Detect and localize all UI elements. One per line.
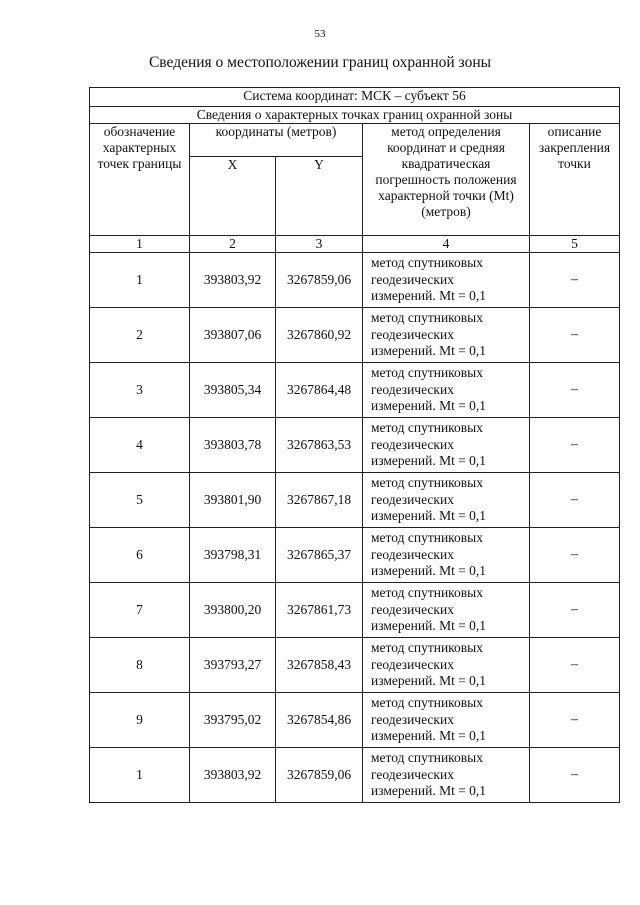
method-line: измерений. Mt = 0,1 bbox=[371, 288, 487, 303]
table-row bbox=[90, 253, 620, 308]
method-cell bbox=[363, 693, 530, 748]
page-title: Сведения о местоположении границ охранной зоны bbox=[148, 54, 492, 71]
column-number: 5 bbox=[530, 236, 620, 253]
method-line: геодезических bbox=[371, 711, 454, 727]
coord-y: 3267861,73 bbox=[276, 583, 363, 638]
point-number: 6 bbox=[90, 528, 190, 583]
fixing-description: – bbox=[530, 308, 620, 363]
method-line: метод спутниковых bbox=[371, 750, 483, 765]
method-line: метод спутниковых bbox=[371, 585, 483, 600]
header-x: X bbox=[190, 157, 276, 236]
coord-y: 3267867,18 bbox=[276, 473, 363, 528]
coord-x: 393793,27 bbox=[190, 638, 276, 693]
method-cell bbox=[363, 583, 530, 638]
method-line: геодезических bbox=[371, 271, 454, 287]
coord-x: 393803,78 bbox=[190, 418, 276, 473]
column-number: 1 bbox=[90, 236, 190, 253]
table-row bbox=[90, 583, 620, 638]
fixing-description: – bbox=[530, 748, 620, 803]
point-number: 8 bbox=[90, 638, 190, 693]
method-cell bbox=[363, 638, 530, 693]
method-cell bbox=[363, 253, 530, 308]
method-line: метод спутниковых bbox=[371, 695, 483, 710]
point-number: 1 bbox=[90, 748, 190, 803]
coord-x: 393801,90 bbox=[190, 473, 276, 528]
method-line: измерений. Mt = 0,1 bbox=[371, 563, 487, 578]
point-number: 4 bbox=[90, 418, 190, 473]
method-line: геодезических bbox=[371, 601, 454, 617]
header-point: обозначение характерных точек границы bbox=[90, 124, 190, 236]
coord-y: 3267859,06 bbox=[276, 748, 363, 803]
method-cell bbox=[363, 528, 530, 583]
coord-x: 393800,20 bbox=[190, 583, 276, 638]
point-number: 7 bbox=[90, 583, 190, 638]
column-number: 4 bbox=[363, 236, 530, 253]
table-subtitle: Сведения о характерных точках границ охранной зоны bbox=[90, 107, 620, 124]
point-number: 5 bbox=[90, 473, 190, 528]
method-line: метод спутниковых bbox=[371, 420, 483, 435]
fixing-description: – bbox=[530, 253, 620, 308]
column-number: 3 bbox=[276, 236, 363, 253]
coord-y: 3267859,06 bbox=[276, 253, 363, 308]
method-line: метод спутниковых bbox=[371, 475, 483, 490]
header-method: метод определения координат и средняя квадратическая погрешность положения характерной точки (Mt) (метров) bbox=[363, 124, 530, 236]
method-line: метод спутниковых bbox=[371, 310, 483, 325]
method-line: измерений. Mt = 0,1 bbox=[371, 728, 487, 743]
table-subtitle-row bbox=[90, 107, 620, 124]
fixing-description: – bbox=[530, 638, 620, 693]
table-row bbox=[90, 528, 620, 583]
method-line: измерений. Mt = 0,1 bbox=[371, 453, 487, 468]
coord-x: 393803,92 bbox=[190, 748, 276, 803]
method-line: геодезических bbox=[371, 766, 454, 782]
header-row bbox=[90, 124, 620, 157]
coord-y: 3267863,53 bbox=[276, 418, 363, 473]
coordinate-system-row bbox=[90, 88, 620, 107]
header-description: описание закрепления точки bbox=[530, 124, 620, 236]
table-row bbox=[90, 473, 620, 528]
method-line: измерений. Mt = 0,1 bbox=[371, 508, 487, 523]
point-number: 3 bbox=[90, 363, 190, 418]
table-row bbox=[90, 693, 620, 748]
method-cell bbox=[363, 418, 530, 473]
fixing-description: – bbox=[530, 693, 620, 748]
method-line: измерений. Mt = 0,1 bbox=[371, 398, 487, 413]
method-line: метод спутниковых bbox=[371, 255, 483, 270]
table-row bbox=[90, 308, 620, 363]
coord-y: 3267860,92 bbox=[276, 308, 363, 363]
coord-y: 3267865,37 bbox=[276, 528, 363, 583]
coord-x: 393798,31 bbox=[190, 528, 276, 583]
method-line: геодезических bbox=[371, 326, 454, 342]
point-number: 9 bbox=[90, 693, 190, 748]
coord-x: 393805,34 bbox=[190, 363, 276, 418]
fixing-description: – bbox=[530, 583, 620, 638]
method-line: метод спутниковых bbox=[371, 640, 483, 655]
fixing-description: – bbox=[530, 418, 620, 473]
coordinate-system: Система координат: МСК – субъект 56 bbox=[90, 88, 620, 107]
header-coordinates: координаты (метров) bbox=[190, 124, 363, 157]
method-cell bbox=[363, 748, 530, 803]
method-line: измерений. Mt = 0,1 bbox=[371, 783, 487, 798]
column-numbers-row bbox=[90, 236, 620, 253]
coord-x: 393803,92 bbox=[190, 253, 276, 308]
coord-x: 393795,02 bbox=[190, 693, 276, 748]
coord-y: 3267854,86 bbox=[276, 693, 363, 748]
page-number: 53 bbox=[314, 28, 326, 40]
method-line: геодезических bbox=[371, 381, 454, 397]
point-number: 1 bbox=[90, 253, 190, 308]
fixing-description: – bbox=[530, 528, 620, 583]
boundary-points-table bbox=[89, 87, 620, 803]
method-line: геодезических bbox=[371, 491, 454, 507]
method-line: измерений. Mt = 0,1 bbox=[371, 673, 487, 688]
table-row bbox=[90, 363, 620, 418]
method-line: метод спутниковых bbox=[371, 530, 483, 545]
method-line: измерений. Mt = 0,1 bbox=[371, 343, 487, 358]
column-number: 2 bbox=[190, 236, 276, 253]
coord-x: 393807,06 bbox=[190, 308, 276, 363]
point-number: 2 bbox=[90, 308, 190, 363]
method-line: геодезических bbox=[371, 546, 454, 562]
method-cell bbox=[363, 363, 530, 418]
fixing-description: – bbox=[530, 363, 620, 418]
coord-y: 3267858,43 bbox=[276, 638, 363, 693]
method-line: геодезических bbox=[371, 436, 454, 452]
method-cell bbox=[363, 473, 530, 528]
fixing-description: – bbox=[530, 473, 620, 528]
method-line: метод спутниковых bbox=[371, 365, 483, 380]
method-line: измерений. Mt = 0,1 bbox=[371, 618, 487, 633]
method-cell bbox=[363, 308, 530, 363]
coord-y: 3267864,48 bbox=[276, 363, 363, 418]
table-row bbox=[90, 418, 620, 473]
method-line: геодезических bbox=[371, 656, 454, 672]
table-row bbox=[90, 638, 620, 693]
header-y: Y bbox=[276, 157, 363, 236]
table-row bbox=[90, 748, 620, 803]
